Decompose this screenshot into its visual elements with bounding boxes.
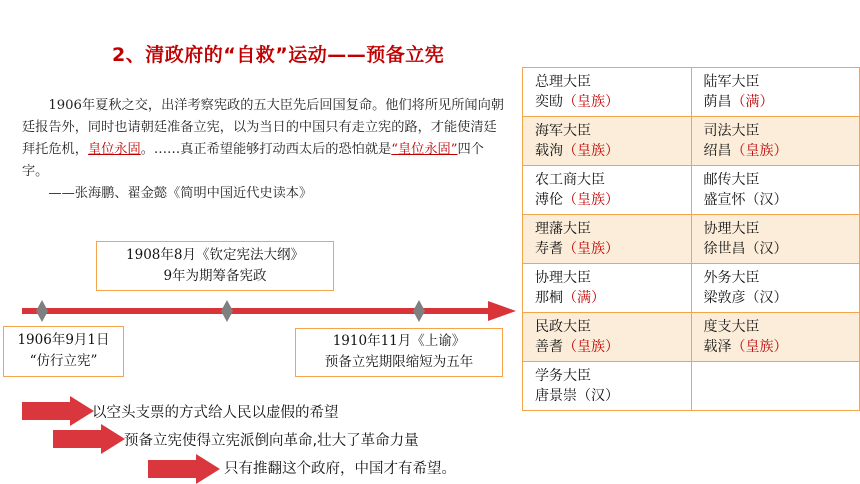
minister-cell: 海军大臣 载洵（皇族） xyxy=(523,117,692,166)
table-row xyxy=(523,264,860,313)
minister-cell-empty xyxy=(691,362,860,411)
event-1910-box xyxy=(295,328,503,377)
event-1910-desc: 预备立宪期限缩短为五年 xyxy=(324,354,474,370)
quote-source: ——张海鹏、翟金懿《简明中国近代史读本》 xyxy=(48,186,313,201)
consequence-3: 只有推翻这个政府，中国才有希望。 xyxy=(224,461,456,477)
timeline-arrowhead xyxy=(488,301,516,321)
quote-text-1: 1906年夏秋之交，出洋考察宪政的五大臣先后回国复命。他们将所见所闻向朝廷报告外，同时也请朝廷准备立宪，以为当日的中国只有走立宪的路，才能使清廷拜托危机， xyxy=(22,98,504,157)
minister-cell: 陆军大臣 荫昌（满） xyxy=(691,68,860,117)
table-row xyxy=(523,313,860,362)
minister-cell: 度支大臣 载泽（皇族） xyxy=(691,313,860,362)
event-1908-box xyxy=(96,241,334,291)
consequence-2: 预备立宪使得立宪派倒向革命,壮大了革命力量 xyxy=(124,433,419,449)
minister-cell: 学务大臣 唐景崇（汉） xyxy=(523,362,692,411)
consequence-arrow-3-icon xyxy=(148,454,220,484)
cabinet-ministers-table xyxy=(522,67,860,411)
event-1906-box xyxy=(3,326,124,377)
timeline-marker-1906 xyxy=(36,300,48,322)
timeline-marker-1910 xyxy=(413,300,425,322)
event-1908-date: 1908年8月《钦定宪法大纲》 xyxy=(126,247,304,263)
page-title: 2、清政府的“自救”运动——预备立宪 xyxy=(112,44,445,66)
minister-cell: 总理大臣 奕劻（皇族） xyxy=(523,68,692,117)
table-row xyxy=(523,215,860,264)
consequence-arrow-1-icon xyxy=(22,396,94,426)
timeline-arrow xyxy=(0,296,520,330)
table-row xyxy=(523,117,860,166)
minister-cell: 外务大臣 梁敦彦（汉） xyxy=(691,264,860,313)
event-1908-desc: 9年为期筹备宪政 xyxy=(163,268,267,284)
table-row xyxy=(523,362,860,411)
timeline-marker-1908 xyxy=(221,300,233,322)
event-1910-date: 1910年11月《上谕》 xyxy=(332,333,466,349)
minister-cell: 理藩大臣 寿耆（皇族） xyxy=(523,215,692,264)
consequence-1: 以空头支票的方式给人民以虚假的希望 xyxy=(92,405,339,421)
quote-text-2: 。……真正希望能够打动西太后的恐怕就是 xyxy=(140,142,392,157)
event-1906-date: 1906年9月1日 xyxy=(17,332,110,348)
minister-cell: 民政大臣 善耆（皇族） xyxy=(523,313,692,362)
minister-cell: 协理大臣 那桐（满） xyxy=(523,264,692,313)
minister-cell: 农工商大臣 溥伦（皇族） xyxy=(523,166,692,215)
table-row xyxy=(523,166,860,215)
minister-cell: 邮传大臣 盛宣怀（汉） xyxy=(691,166,860,215)
quote-text-3: 四个字。 xyxy=(22,142,484,179)
event-1906-desc: “仿行立宪” xyxy=(29,353,98,369)
quote-highlight-1: 皇位永固 xyxy=(87,142,141,157)
minister-cell: 协理大臣 徐世昌（汉） xyxy=(691,215,860,264)
quote-highlight-2: “皇位永固” xyxy=(391,142,458,157)
consequence-arrow-2-icon xyxy=(53,424,125,454)
table-row xyxy=(523,68,860,117)
quote-passage xyxy=(22,95,508,205)
minister-cell: 司法大臣 绍昌（皇族） xyxy=(691,117,860,166)
